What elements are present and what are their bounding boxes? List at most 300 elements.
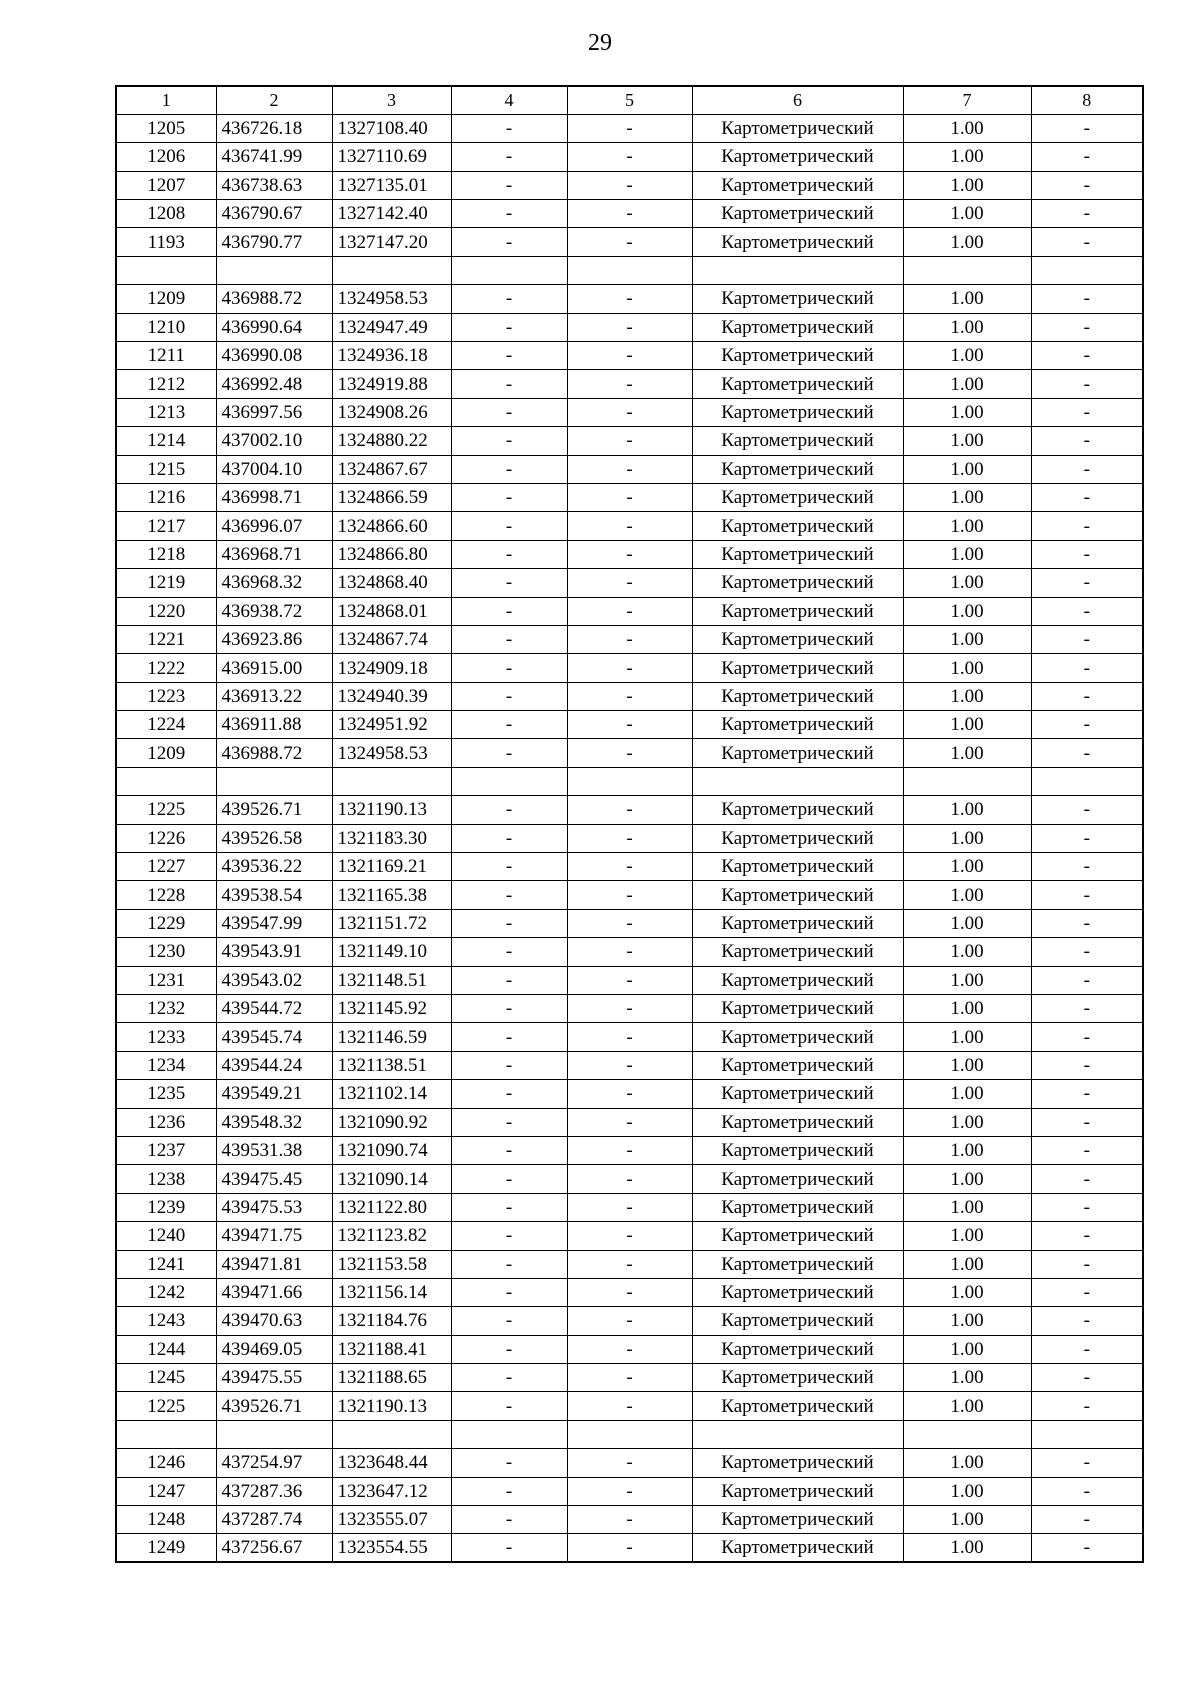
table-separator-row bbox=[116, 1420, 1143, 1448]
table-separator-row bbox=[116, 767, 1143, 795]
col-5-cell: - bbox=[567, 1477, 692, 1505]
col-4-cell: - bbox=[451, 569, 567, 597]
x-coordinate-cell: 439544.24 bbox=[216, 1051, 332, 1079]
col-4-cell: - bbox=[451, 1506, 567, 1534]
precision-cell: 1.00 bbox=[903, 1165, 1031, 1193]
col-4-cell: - bbox=[451, 654, 567, 682]
col-8-cell: - bbox=[1031, 512, 1143, 540]
method-cell: Картометрический bbox=[692, 1250, 903, 1278]
point-id-cell: 1219 bbox=[116, 569, 216, 597]
y-coordinate-cell: 1324868.01 bbox=[332, 597, 451, 625]
x-coordinate-cell: 436913.22 bbox=[216, 682, 332, 710]
column-header: 8 bbox=[1031, 86, 1143, 114]
col-4-cell: - bbox=[451, 512, 567, 540]
y-coordinate-cell: 1321148.51 bbox=[332, 966, 451, 994]
col-4-cell: - bbox=[451, 285, 567, 313]
x-coordinate-cell: 439531.38 bbox=[216, 1136, 332, 1164]
method-cell: Картометрический bbox=[692, 597, 903, 625]
table-row bbox=[116, 1250, 1143, 1278]
point-id-cell: 1238 bbox=[116, 1165, 216, 1193]
precision-cell: 1.00 bbox=[903, 200, 1031, 228]
col-8-cell: - bbox=[1031, 171, 1143, 199]
col-8-cell: - bbox=[1031, 597, 1143, 625]
table-row bbox=[116, 512, 1143, 540]
col-4-cell: - bbox=[451, 597, 567, 625]
col-4-cell: - bbox=[451, 455, 567, 483]
method-cell: Картометрический bbox=[692, 739, 903, 767]
column-header: 6 bbox=[692, 86, 903, 114]
x-coordinate-cell: 439526.71 bbox=[216, 796, 332, 824]
table-row bbox=[116, 313, 1143, 341]
table-row bbox=[116, 1165, 1143, 1193]
method-cell: Картометрический bbox=[692, 909, 903, 937]
point-id-cell: 1244 bbox=[116, 1335, 216, 1363]
col-8-cell: - bbox=[1031, 1364, 1143, 1392]
x-coordinate-cell: 439471.75 bbox=[216, 1222, 332, 1250]
method-cell: Картометрический bbox=[692, 1222, 903, 1250]
method-cell: Картометрический bbox=[692, 1335, 903, 1363]
col-8-cell: - bbox=[1031, 654, 1143, 682]
col-4-cell: - bbox=[451, 1165, 567, 1193]
col-8-cell: - bbox=[1031, 625, 1143, 653]
point-id-cell: 1231 bbox=[116, 966, 216, 994]
col-5-cell: - bbox=[567, 200, 692, 228]
precision-cell: 1.00 bbox=[903, 1250, 1031, 1278]
col-4-cell: - bbox=[451, 483, 567, 511]
table-row bbox=[116, 427, 1143, 455]
col-8-cell: - bbox=[1031, 881, 1143, 909]
point-id-cell: 1228 bbox=[116, 881, 216, 909]
col-5-cell: - bbox=[567, 1250, 692, 1278]
point-id-cell: 1209 bbox=[116, 739, 216, 767]
y-coordinate-cell: 1321122.80 bbox=[332, 1193, 451, 1221]
x-coordinate-cell: 439471.81 bbox=[216, 1250, 332, 1278]
table-row bbox=[116, 597, 1143, 625]
col-5-cell: - bbox=[567, 1534, 692, 1562]
point-id-cell: 1230 bbox=[116, 938, 216, 966]
y-coordinate-cell: 1321149.10 bbox=[332, 938, 451, 966]
method-cell: Картометрический bbox=[692, 398, 903, 426]
method-cell: Картометрический bbox=[692, 1392, 903, 1420]
table-row bbox=[116, 569, 1143, 597]
col-5-cell bbox=[567, 256, 692, 284]
x-coordinate-cell: 436915.00 bbox=[216, 654, 332, 682]
col-8-cell: - bbox=[1031, 114, 1143, 142]
precision-cell: 1.00 bbox=[903, 1364, 1031, 1392]
y-coordinate-cell: 1324958.53 bbox=[332, 285, 451, 313]
method-cell: Картометрический bbox=[692, 796, 903, 824]
y-coordinate-cell: 1327142.40 bbox=[332, 200, 451, 228]
col-8-cell: - bbox=[1031, 540, 1143, 568]
point-id-cell: 1217 bbox=[116, 512, 216, 540]
point-id-cell: 1207 bbox=[116, 171, 216, 199]
x-coordinate-cell: 436726.18 bbox=[216, 114, 332, 142]
y-coordinate-cell: 1324940.39 bbox=[332, 682, 451, 710]
y-coordinate-cell: 1324866.60 bbox=[332, 512, 451, 540]
col-5-cell bbox=[567, 767, 692, 795]
x-coordinate-cell: 436968.32 bbox=[216, 569, 332, 597]
method-cell: Картометрический bbox=[692, 938, 903, 966]
x-coordinate-cell: 439543.91 bbox=[216, 938, 332, 966]
col-8-cell: - bbox=[1031, 824, 1143, 852]
x-coordinate-cell: 436996.07 bbox=[216, 512, 332, 540]
table-row bbox=[116, 881, 1143, 909]
y-coordinate-cell: 1321169.21 bbox=[332, 853, 451, 881]
col-4-cell bbox=[451, 256, 567, 284]
col-8-cell: - bbox=[1031, 370, 1143, 398]
column-header: 7 bbox=[903, 86, 1031, 114]
y-coordinate-cell: 1321123.82 bbox=[332, 1222, 451, 1250]
col-5-cell: - bbox=[567, 512, 692, 540]
col-5-cell: - bbox=[567, 1051, 692, 1079]
y-coordinate-cell: 1321183.30 bbox=[332, 824, 451, 852]
col-4-cell: - bbox=[451, 853, 567, 881]
precision-cell: 1.00 bbox=[903, 1477, 1031, 1505]
y-coordinate-cell: 1324958.53 bbox=[332, 739, 451, 767]
col-8-cell: - bbox=[1031, 739, 1143, 767]
point-id-cell: 1208 bbox=[116, 200, 216, 228]
precision-cell: 1.00 bbox=[903, 654, 1031, 682]
method-cell: Картометрический bbox=[692, 1307, 903, 1335]
point-id-cell: 1240 bbox=[116, 1222, 216, 1250]
precision-cell: 1.00 bbox=[903, 427, 1031, 455]
method-cell: Картометрический bbox=[692, 1477, 903, 1505]
table-row bbox=[116, 1108, 1143, 1136]
point-id-cell: 1210 bbox=[116, 313, 216, 341]
col-5-cell: - bbox=[567, 313, 692, 341]
x-coordinate-cell: 436738.63 bbox=[216, 171, 332, 199]
y-coordinate-cell: 1321146.59 bbox=[332, 1023, 451, 1051]
page-number: 29 bbox=[588, 30, 612, 56]
col-4-cell: - bbox=[451, 938, 567, 966]
x-coordinate-cell: 437256.67 bbox=[216, 1534, 332, 1562]
col-8-cell bbox=[1031, 256, 1143, 284]
y-coordinate-cell: 1321165.38 bbox=[332, 881, 451, 909]
y-coordinate-cell: 1321138.51 bbox=[332, 1051, 451, 1079]
col-5-cell: - bbox=[567, 1278, 692, 1306]
y-coordinate-cell bbox=[332, 767, 451, 795]
method-cell: Картометрический bbox=[692, 1506, 903, 1534]
x-coordinate-cell: 439547.99 bbox=[216, 909, 332, 937]
point-id-cell: 1221 bbox=[116, 625, 216, 653]
col-4-cell bbox=[451, 1420, 567, 1448]
col-4-cell: - bbox=[451, 1477, 567, 1505]
table-row bbox=[116, 1335, 1143, 1363]
column-header: 2 bbox=[216, 86, 332, 114]
x-coordinate-cell: 437287.74 bbox=[216, 1506, 332, 1534]
precision-cell: 1.00 bbox=[903, 342, 1031, 370]
table-row bbox=[116, 1534, 1143, 1562]
col-5-cell: - bbox=[567, 1193, 692, 1221]
x-coordinate-cell: 436988.72 bbox=[216, 739, 332, 767]
col-8-cell: - bbox=[1031, 1392, 1143, 1420]
table-row bbox=[116, 995, 1143, 1023]
precision-cell: 1.00 bbox=[903, 853, 1031, 881]
col-4-cell: - bbox=[451, 171, 567, 199]
y-coordinate-cell: 1323647.12 bbox=[332, 1477, 451, 1505]
method-cell: Картометрический bbox=[692, 285, 903, 313]
x-coordinate-cell: 437287.36 bbox=[216, 1477, 332, 1505]
col-4-cell: - bbox=[451, 739, 567, 767]
point-id-cell bbox=[116, 767, 216, 795]
col-8-cell bbox=[1031, 1420, 1143, 1448]
precision-cell: 1.00 bbox=[903, 625, 1031, 653]
point-id-cell: 1206 bbox=[116, 143, 216, 171]
col-4-cell: - bbox=[451, 1080, 567, 1108]
col-8-cell: - bbox=[1031, 1193, 1143, 1221]
table-row bbox=[116, 114, 1143, 142]
method-cell: Картометрический bbox=[692, 455, 903, 483]
col-5-cell: - bbox=[567, 853, 692, 881]
col-8-cell: - bbox=[1031, 483, 1143, 511]
col-8-cell: - bbox=[1031, 1136, 1143, 1164]
col-4-cell: - bbox=[451, 1051, 567, 1079]
table-row bbox=[116, 1392, 1143, 1420]
x-coordinate-cell: 439536.22 bbox=[216, 853, 332, 881]
point-id-cell: 1224 bbox=[116, 711, 216, 739]
method-cell: Картометрический bbox=[692, 313, 903, 341]
col-4-cell: - bbox=[451, 143, 567, 171]
method-cell: Картометрический bbox=[692, 540, 903, 568]
col-5-cell: - bbox=[567, 483, 692, 511]
point-id-cell: 1213 bbox=[116, 398, 216, 426]
method-cell: Картометрический bbox=[692, 1193, 903, 1221]
method-cell: Картометрический bbox=[692, 881, 903, 909]
point-id-cell: 1246 bbox=[116, 1449, 216, 1477]
col-5-cell: - bbox=[567, 1222, 692, 1250]
method-cell: Картометрический bbox=[692, 342, 903, 370]
precision-cell: 1.00 bbox=[903, 682, 1031, 710]
col-5-cell: - bbox=[567, 427, 692, 455]
col-8-cell: - bbox=[1031, 398, 1143, 426]
table-row bbox=[116, 1506, 1143, 1534]
y-coordinate-cell: 1321090.92 bbox=[332, 1108, 451, 1136]
point-id-cell: 1241 bbox=[116, 1250, 216, 1278]
table-row bbox=[116, 1449, 1143, 1477]
point-id-cell: 1225 bbox=[116, 796, 216, 824]
y-coordinate-cell: 1327110.69 bbox=[332, 143, 451, 171]
x-coordinate-cell: 439544.72 bbox=[216, 995, 332, 1023]
method-cell: Картометрический bbox=[692, 625, 903, 653]
point-id-cell: 1222 bbox=[116, 654, 216, 682]
y-coordinate-cell: 1327108.40 bbox=[332, 114, 451, 142]
col-4-cell: - bbox=[451, 228, 567, 256]
col-5-cell: - bbox=[567, 995, 692, 1023]
y-coordinate-cell: 1321156.14 bbox=[332, 1278, 451, 1306]
precision-cell: 1.00 bbox=[903, 1222, 1031, 1250]
col-8-cell: - bbox=[1031, 1506, 1143, 1534]
col-4-cell: - bbox=[451, 1278, 567, 1306]
x-coordinate-cell: 439470.63 bbox=[216, 1307, 332, 1335]
precision-cell: 1.00 bbox=[903, 909, 1031, 937]
y-coordinate-cell bbox=[332, 256, 451, 284]
precision-cell: 1.00 bbox=[903, 398, 1031, 426]
col-5-cell: - bbox=[567, 1449, 692, 1477]
col-8-cell: - bbox=[1031, 1222, 1143, 1250]
col-5-cell: - bbox=[567, 682, 692, 710]
y-coordinate-cell: 1321190.13 bbox=[332, 796, 451, 824]
precision-cell: 1.00 bbox=[903, 938, 1031, 966]
y-coordinate-cell: 1324909.18 bbox=[332, 654, 451, 682]
col-8-cell bbox=[1031, 767, 1143, 795]
y-coordinate-cell: 1324880.22 bbox=[332, 427, 451, 455]
y-coordinate-cell: 1324919.88 bbox=[332, 370, 451, 398]
y-coordinate-cell: 1321184.76 bbox=[332, 1307, 451, 1335]
x-coordinate-cell bbox=[216, 256, 332, 284]
method-cell: Картометрический bbox=[692, 711, 903, 739]
precision-cell: 1.00 bbox=[903, 370, 1031, 398]
table-row bbox=[116, 682, 1143, 710]
method-cell: Картометрический bbox=[692, 824, 903, 852]
y-coordinate-cell: 1324868.40 bbox=[332, 569, 451, 597]
x-coordinate-cell: 439538.54 bbox=[216, 881, 332, 909]
col-4-cell: - bbox=[451, 1364, 567, 1392]
col-8-cell: - bbox=[1031, 1250, 1143, 1278]
col-4-cell: - bbox=[451, 711, 567, 739]
col-8-cell: - bbox=[1031, 285, 1143, 313]
method-cell: Картометрический bbox=[692, 1051, 903, 1079]
table-row bbox=[116, 1222, 1143, 1250]
col-8-cell: - bbox=[1031, 995, 1143, 1023]
y-coordinate-cell: 1323648.44 bbox=[332, 1449, 451, 1477]
col-5-cell: - bbox=[567, 171, 692, 199]
table-row bbox=[116, 540, 1143, 568]
precision-cell: 1.00 bbox=[903, 881, 1031, 909]
method-cell: Картометрический bbox=[692, 1080, 903, 1108]
precision-cell: 1.00 bbox=[903, 143, 1031, 171]
table-row bbox=[116, 1193, 1143, 1221]
table-row bbox=[116, 143, 1143, 171]
x-coordinate-cell: 436790.77 bbox=[216, 228, 332, 256]
precision-cell: 1.00 bbox=[903, 228, 1031, 256]
y-coordinate-cell: 1321188.65 bbox=[332, 1364, 451, 1392]
col-4-cell: - bbox=[451, 1222, 567, 1250]
point-id-cell: 1223 bbox=[116, 682, 216, 710]
col-5-cell: - bbox=[567, 1080, 692, 1108]
precision-cell: 1.00 bbox=[903, 1136, 1031, 1164]
method-cell: Картометрический bbox=[692, 143, 903, 171]
col-8-cell: - bbox=[1031, 1023, 1143, 1051]
point-id-cell bbox=[116, 1420, 216, 1448]
x-coordinate-cell: 439549.21 bbox=[216, 1080, 332, 1108]
col-5-cell: - bbox=[567, 796, 692, 824]
col-8-cell: - bbox=[1031, 682, 1143, 710]
col-4-cell: - bbox=[451, 398, 567, 426]
col-5-cell: - bbox=[567, 228, 692, 256]
y-coordinate-cell: 1321090.14 bbox=[332, 1165, 451, 1193]
col-8-cell: - bbox=[1031, 1477, 1143, 1505]
precision-cell: 1.00 bbox=[903, 512, 1031, 540]
method-cell: Картометрический bbox=[692, 171, 903, 199]
method-cell: Картометрический bbox=[692, 1023, 903, 1051]
precision-cell bbox=[903, 1420, 1031, 1448]
col-5-cell: - bbox=[567, 711, 692, 739]
column-header: 5 bbox=[567, 86, 692, 114]
col-4-cell: - bbox=[451, 1449, 567, 1477]
x-coordinate-cell: 436741.99 bbox=[216, 143, 332, 171]
table-row bbox=[116, 711, 1143, 739]
precision-cell: 1.00 bbox=[903, 540, 1031, 568]
table-row bbox=[116, 853, 1143, 881]
precision-cell: 1.00 bbox=[903, 1080, 1031, 1108]
y-coordinate-cell: 1324951.92 bbox=[332, 711, 451, 739]
col-4-cell: - bbox=[451, 540, 567, 568]
precision-cell: 1.00 bbox=[903, 1278, 1031, 1306]
col-8-cell: - bbox=[1031, 966, 1143, 994]
column-header: 4 bbox=[451, 86, 567, 114]
x-coordinate-cell: 437002.10 bbox=[216, 427, 332, 455]
x-coordinate-cell: 436938.72 bbox=[216, 597, 332, 625]
point-id-cell: 1248 bbox=[116, 1506, 216, 1534]
y-coordinate-cell: 1321188.41 bbox=[332, 1335, 451, 1363]
col-8-cell: - bbox=[1031, 200, 1143, 228]
x-coordinate-cell: 439475.55 bbox=[216, 1364, 332, 1392]
col-4-cell bbox=[451, 767, 567, 795]
col-5-cell: - bbox=[567, 1165, 692, 1193]
point-id-cell: 1211 bbox=[116, 342, 216, 370]
x-coordinate-cell: 436992.48 bbox=[216, 370, 332, 398]
point-id-cell: 1237 bbox=[116, 1136, 216, 1164]
point-id-cell: 1193 bbox=[116, 228, 216, 256]
col-4-cell: - bbox=[451, 1023, 567, 1051]
table-row bbox=[116, 455, 1143, 483]
table-row bbox=[116, 370, 1143, 398]
precision-cell: 1.00 bbox=[903, 483, 1031, 511]
point-id-cell: 1209 bbox=[116, 285, 216, 313]
col-4-cell: - bbox=[451, 1193, 567, 1221]
method-cell: Картометрический bbox=[692, 654, 903, 682]
col-5-cell: - bbox=[567, 342, 692, 370]
precision-cell: 1.00 bbox=[903, 171, 1031, 199]
y-coordinate-cell bbox=[332, 1420, 451, 1448]
method-cell: Картометрический bbox=[692, 995, 903, 1023]
y-coordinate-cell: 1321090.74 bbox=[332, 1136, 451, 1164]
x-coordinate-cell: 439475.45 bbox=[216, 1165, 332, 1193]
col-5-cell: - bbox=[567, 398, 692, 426]
x-coordinate-cell: 436998.71 bbox=[216, 483, 332, 511]
precision-cell: 1.00 bbox=[903, 313, 1031, 341]
y-coordinate-cell: 1324867.67 bbox=[332, 455, 451, 483]
y-coordinate-cell: 1321153.58 bbox=[332, 1250, 451, 1278]
y-coordinate-cell: 1324866.80 bbox=[332, 540, 451, 568]
y-coordinate-cell: 1321151.72 bbox=[332, 909, 451, 937]
method-cell bbox=[692, 1420, 903, 1448]
x-coordinate-cell: 436997.56 bbox=[216, 398, 332, 426]
col-8-cell: - bbox=[1031, 853, 1143, 881]
col-4-cell: - bbox=[451, 682, 567, 710]
table-row bbox=[116, 228, 1143, 256]
col-4-cell: - bbox=[451, 1108, 567, 1136]
point-id-cell: 1220 bbox=[116, 597, 216, 625]
method-cell: Картометрический bbox=[692, 114, 903, 142]
point-id-cell: 1235 bbox=[116, 1080, 216, 1108]
col-5-cell: - bbox=[567, 625, 692, 653]
point-id-cell: 1218 bbox=[116, 540, 216, 568]
precision-cell bbox=[903, 256, 1031, 284]
table-row bbox=[116, 483, 1143, 511]
x-coordinate-cell: 436990.64 bbox=[216, 313, 332, 341]
precision-cell: 1.00 bbox=[903, 285, 1031, 313]
precision-cell: 1.00 bbox=[903, 1193, 1031, 1221]
precision-cell: 1.00 bbox=[903, 569, 1031, 597]
precision-cell: 1.00 bbox=[903, 114, 1031, 142]
col-5-cell: - bbox=[567, 370, 692, 398]
table-row bbox=[116, 625, 1143, 653]
table-row bbox=[116, 1051, 1143, 1079]
col-5-cell: - bbox=[567, 966, 692, 994]
col-5-cell: - bbox=[567, 143, 692, 171]
precision-cell: 1.00 bbox=[903, 1506, 1031, 1534]
